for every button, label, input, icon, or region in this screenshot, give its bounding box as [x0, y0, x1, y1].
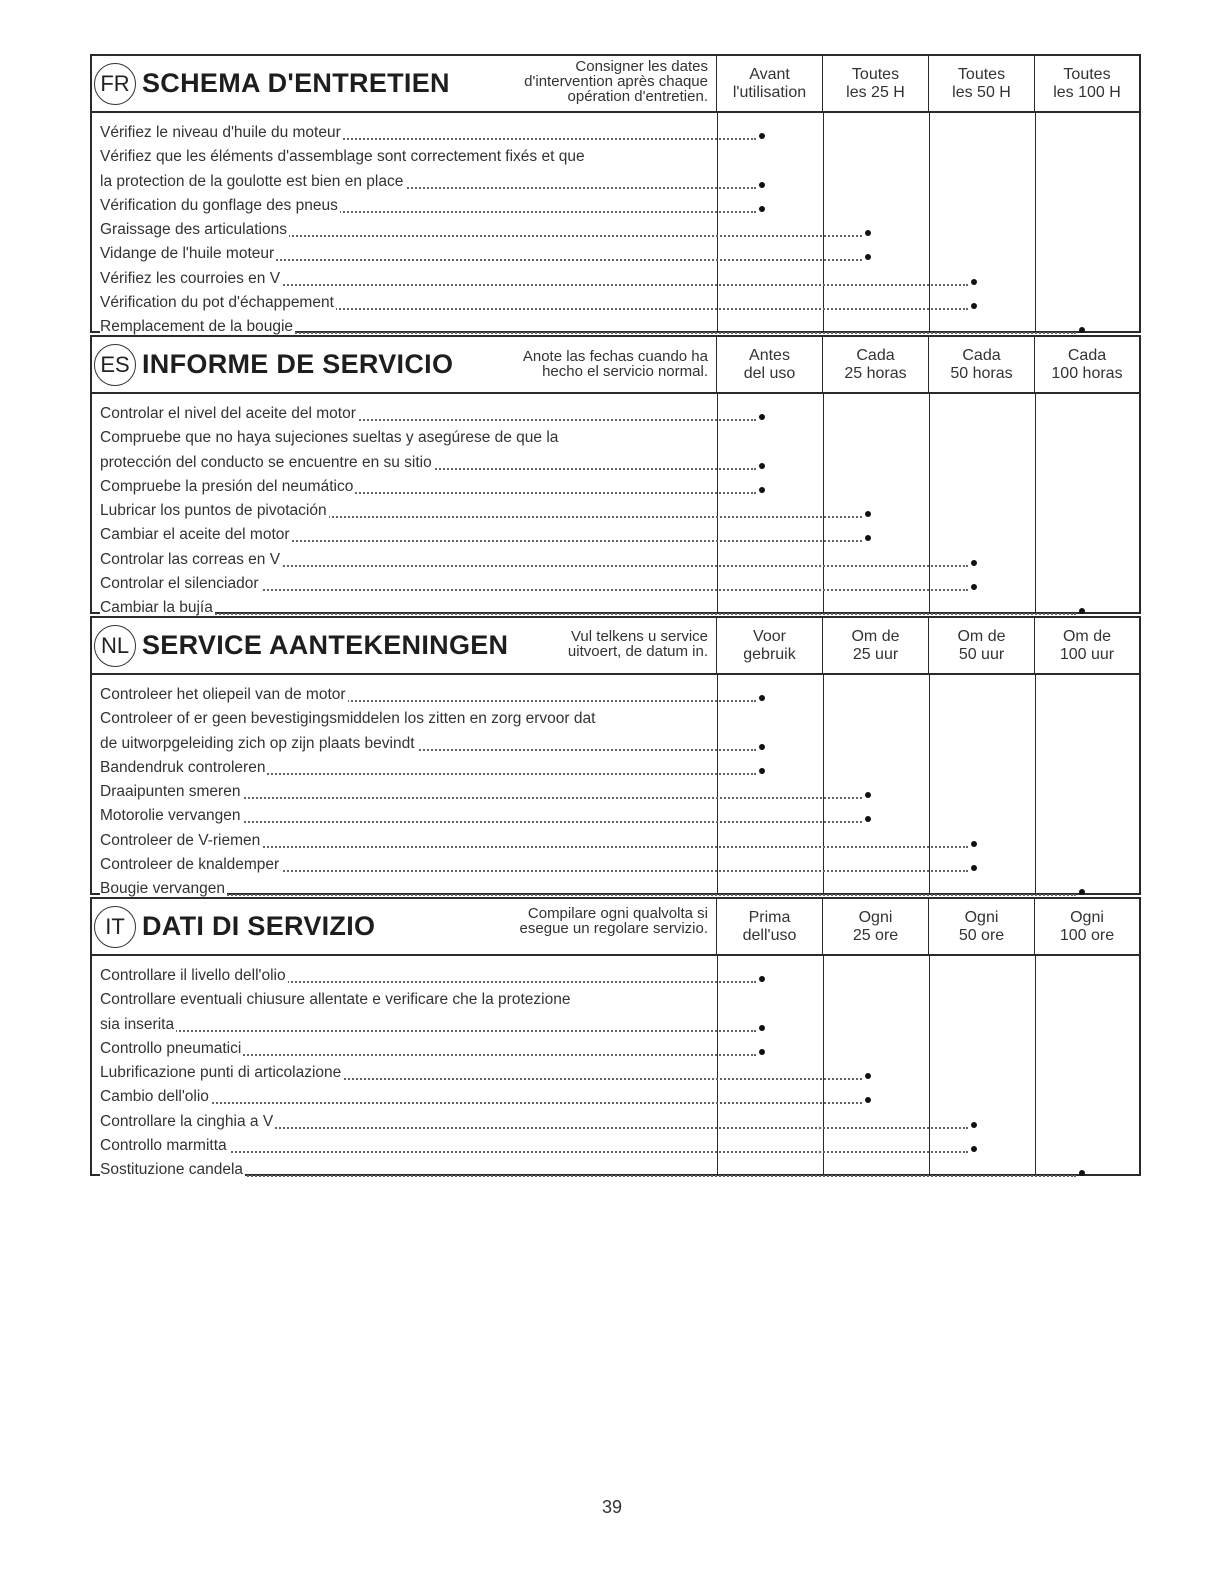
- interval-label-line2: l'utilisation: [732, 83, 807, 101]
- task-row: [100, 451, 1139, 475]
- interval-label-line2: 25 horas: [844, 364, 907, 382]
- task-row: [100, 572, 1139, 596]
- section-header-left: [92, 899, 717, 954]
- task-text: sia inserita: [100, 1015, 175, 1033]
- section-note: Consigner les dates d'intervention après chaque opération d'entretien.: [524, 58, 708, 105]
- interval-column-header: [717, 56, 823, 111]
- task-text: Remplacement de la bougie: [100, 318, 294, 336]
- interval-column-header: [929, 618, 1035, 673]
- section-header-left: [92, 618, 717, 673]
- task-row: [100, 780, 1139, 804]
- interval-label-line2: dell'uso: [742, 926, 797, 944]
- schedule-section-fr: [90, 54, 1141, 336]
- interval-column-header: [1035, 337, 1139, 392]
- interval-label-line2: 100 ore: [1059, 926, 1115, 944]
- interval-marker: [865, 254, 871, 260]
- interval-marker: [865, 792, 871, 798]
- task-row: [100, 267, 1139, 291]
- interval-column-header: [717, 337, 823, 392]
- interval-marker: [759, 976, 765, 982]
- section-title: DATI DI SERVIZIO: [142, 911, 376, 941]
- task-text: Compruebe que no haya sujeciones sueltas y asegúrese de que la: [100, 429, 559, 447]
- task-row: [100, 499, 1139, 523]
- task-row: [100, 829, 1139, 853]
- section-header-left: [92, 56, 717, 111]
- section-note: Anote las fechas cuando ha hecho el servicio normal.: [522, 348, 708, 380]
- section-title: INFORME DE SERVICIO: [142, 349, 454, 379]
- interval-label-line1: Toutes: [851, 65, 900, 83]
- task-text: Controleer de V-riemen: [100, 831, 261, 849]
- task-row: [100, 1061, 1139, 1085]
- interval-column-header: [1035, 56, 1139, 111]
- dot-leader: [100, 611, 1076, 615]
- interval-marker: [971, 584, 977, 590]
- task-row: [100, 523, 1139, 547]
- schedule-section-es: [90, 335, 1141, 617]
- task-text: Bandendruk controleren: [100, 758, 266, 776]
- task-row: [100, 170, 1139, 194]
- language-badge: FR: [94, 63, 136, 105]
- language-badge: ES: [94, 344, 136, 386]
- interval-marker: [971, 560, 977, 566]
- interval-marker: [759, 487, 765, 493]
- section-header: [92, 618, 1139, 675]
- interval-column-header: [717, 618, 823, 673]
- interval-marker: [865, 535, 871, 541]
- interval-marker: [1079, 327, 1085, 333]
- interval-label-line1: Toutes: [957, 65, 1006, 83]
- task-text: Vérification du gonflage des pneus: [100, 196, 338, 214]
- section-body: [92, 394, 1139, 617]
- task-text: Vérifiez que les éléments d'assemblage sont correctement fixés et que: [100, 148, 585, 166]
- interval-label-line1: Prima: [748, 908, 791, 926]
- interval-marker: [865, 511, 871, 517]
- interval-label-line1: Ogni: [964, 908, 999, 926]
- task-row: [100, 1013, 1139, 1037]
- interval-marker: [971, 841, 977, 847]
- task-text: Controllo pneumatici: [100, 1039, 242, 1057]
- section-header: [92, 56, 1139, 113]
- task-row: [100, 683, 1139, 707]
- task-text: Cambio dell'olio: [100, 1088, 209, 1106]
- interval-marker: [865, 1073, 871, 1079]
- task-row: [100, 1110, 1139, 1134]
- interval-label-line1: Cada: [1067, 346, 1107, 364]
- section-header: [92, 337, 1139, 394]
- interval-column-header: [1035, 899, 1139, 954]
- task-row: [100, 291, 1139, 315]
- interval-marker: [759, 206, 765, 212]
- task-row: [100, 1085, 1139, 1109]
- interval-column-header: [1035, 618, 1139, 673]
- language-badge: NL: [94, 625, 136, 667]
- interval-marker: [759, 463, 765, 469]
- task-text: Bougie vervangen: [100, 880, 225, 898]
- section-body: [92, 956, 1139, 1179]
- interval-marker: [971, 1122, 977, 1128]
- interval-column-header: [823, 56, 929, 111]
- task-row: [100, 242, 1139, 266]
- task-text: Controllare eventuali chiusure allentate e verificare che la protezione: [100, 991, 571, 1009]
- task-text: Lubrificazione punti di articolazione: [100, 1064, 342, 1082]
- page-number: 39: [601, 1497, 623, 1517]
- dot-leader: [100, 892, 1076, 896]
- dot-leader: [100, 1100, 862, 1104]
- task-text: Compruebe la presión del neumático: [100, 477, 354, 495]
- interval-column-header: [929, 899, 1035, 954]
- dot-leader: [100, 1028, 756, 1032]
- interval-label-line1: Voor: [753, 627, 786, 645]
- interval-label-line1: Om de: [1062, 627, 1111, 645]
- interval-label-line2: 100 horas: [1051, 364, 1123, 382]
- interval-label-line2: les 100 H: [1053, 83, 1121, 101]
- section-note: Compilare ogni qualvolta si esegue un regolare servizio.: [519, 905, 708, 937]
- interval-column-header: [823, 899, 929, 954]
- interval-marker: [759, 1049, 765, 1055]
- interval-label-line1: Om de: [957, 627, 1006, 645]
- interval-marker: [971, 1146, 977, 1152]
- interval-column-header: [929, 337, 1035, 392]
- interval-marker: [759, 133, 765, 139]
- task-text: Controleer de knaldemper: [100, 856, 280, 874]
- task-text: Motorolie vervangen: [100, 807, 241, 825]
- interval-marker: [865, 230, 871, 236]
- task-text: Graissage des articulations: [100, 221, 287, 239]
- dot-leader: [100, 1173, 1076, 1177]
- task-row: [100, 1158, 1139, 1182]
- interval-marker: [971, 279, 977, 285]
- interval-marker: [759, 414, 765, 420]
- task-list: [100, 402, 1139, 621]
- task-text: Vérifiez les courroies en V: [100, 269, 281, 287]
- task-list: [100, 121, 1139, 340]
- interval-label-line1: Toutes: [1063, 65, 1111, 83]
- maintenance-schedule: [90, 54, 1141, 1178]
- section-header-left: [92, 337, 717, 392]
- interval-marker: [971, 303, 977, 309]
- interval-label-line2: 50 uur: [958, 645, 1005, 663]
- task-row: [100, 121, 1139, 145]
- task-text: Cambiar el aceite del motor: [100, 526, 290, 544]
- task-row: [100, 426, 1139, 450]
- section-body: [92, 675, 1139, 898]
- interval-label-line1: Antes: [749, 346, 790, 364]
- task-row: [100, 402, 1139, 426]
- interval-marker: [1079, 889, 1085, 895]
- language-badge: IT: [94, 906, 136, 948]
- task-row: [100, 1134, 1139, 1158]
- task-row: [100, 194, 1139, 218]
- task-list: [100, 683, 1139, 902]
- task-row: [100, 853, 1139, 877]
- task-text: Vidange de l'huile moteur: [100, 245, 275, 263]
- interval-marker: [759, 768, 765, 774]
- task-text: de uitworpgeleiding zich op zijn plaats bevindt: [100, 734, 415, 752]
- schedule-section-it: [90, 897, 1141, 1179]
- interval-marker: [759, 182, 765, 188]
- task-row: [100, 1037, 1139, 1061]
- task-row: [100, 988, 1139, 1012]
- task-text: Controleer het oliepeil van de motor: [100, 686, 346, 703]
- task-text: Controllare la cinghia a V: [100, 1112, 274, 1130]
- task-text: Vérifiez le niveau d'huile du moteur: [100, 124, 341, 141]
- task-text: Sostituzione candela: [100, 1161, 244, 1179]
- interval-label-line2: 25 ore: [852, 926, 899, 944]
- interval-column-header: [929, 56, 1035, 111]
- task-text: Lubricar los puntos de pivotación: [100, 502, 327, 520]
- task-row: [100, 707, 1139, 731]
- task-row: [100, 964, 1139, 988]
- interval-label-line1: Ogni: [1070, 908, 1104, 926]
- interval-label-line2: 50 horas: [950, 364, 1013, 382]
- task-text: Controlar el nivel del aceite del motor: [100, 405, 356, 422]
- interval-marker: [759, 1025, 765, 1031]
- task-row: [100, 548, 1139, 572]
- task-row: [100, 475, 1139, 499]
- dot-leader: [100, 1149, 968, 1153]
- section-note: Vul telkens u service uitvoert, de datum in.: [567, 628, 708, 660]
- interval-column-header: [823, 618, 929, 673]
- interval-marker: [865, 816, 871, 822]
- task-list: [100, 964, 1139, 1183]
- task-text: Controlar las correas en V: [100, 550, 281, 568]
- interval-label-line2: gebruik: [743, 645, 796, 663]
- task-row: [100, 756, 1139, 780]
- interval-marker: [865, 1097, 871, 1103]
- interval-column-header: [823, 337, 929, 392]
- section-body: [92, 113, 1139, 336]
- interval-label-line1: Cada: [856, 346, 895, 364]
- interval-label-line2: 50 ore: [958, 926, 1005, 944]
- interval-label-line1: Om de: [851, 627, 900, 645]
- interval-label-line1: Cada: [962, 346, 1001, 364]
- interval-marker: [1079, 608, 1085, 614]
- task-row: [100, 804, 1139, 828]
- interval-label-line2: les 50 H: [952, 83, 1011, 101]
- interval-label-line2: 25 uur: [852, 645, 899, 663]
- interval-marker: [759, 744, 765, 750]
- interval-marker: [1079, 1170, 1085, 1176]
- schedule-section-nl: [90, 616, 1141, 898]
- task-text: la protection de la goulotte est bien en place: [100, 172, 404, 190]
- task-row: [100, 145, 1139, 169]
- interval-label-line2: del uso: [743, 364, 796, 382]
- task-row: [100, 218, 1139, 242]
- task-text: protección del conducto se encuentre en su sitio: [100, 453, 432, 471]
- section-title: SCHEMA D'ENTRETIEN: [142, 68, 450, 98]
- task-text: Draaipunten smeren: [100, 783, 241, 801]
- task-text: Cambiar la bujía: [100, 599, 213, 617]
- interval-marker: [759, 695, 765, 701]
- task-text: Controllo marmitta: [100, 1137, 227, 1155]
- interval-label-line1: Avant: [749, 65, 790, 83]
- interval-marker: [971, 865, 977, 871]
- task-text: Controllare il livello dell'olio: [100, 967, 286, 984]
- section-title: SERVICE AANTEKENINGEN: [142, 630, 509, 660]
- task-text: Vérification du pot d'échappement: [100, 294, 334, 312]
- interval-label-line1: Ogni: [858, 908, 893, 926]
- task-text: Controlar el silenciador: [100, 575, 259, 593]
- task-row: [100, 732, 1139, 756]
- task-text: Controleer of er geen bevestigingsmiddelen los zitten en zorg ervoor dat: [100, 710, 596, 728]
- interval-label-line2: les 25 H: [846, 83, 905, 101]
- interval-label-line2: 100 uur: [1059, 645, 1115, 663]
- section-header: [92, 899, 1139, 956]
- interval-column-header: [717, 899, 823, 954]
